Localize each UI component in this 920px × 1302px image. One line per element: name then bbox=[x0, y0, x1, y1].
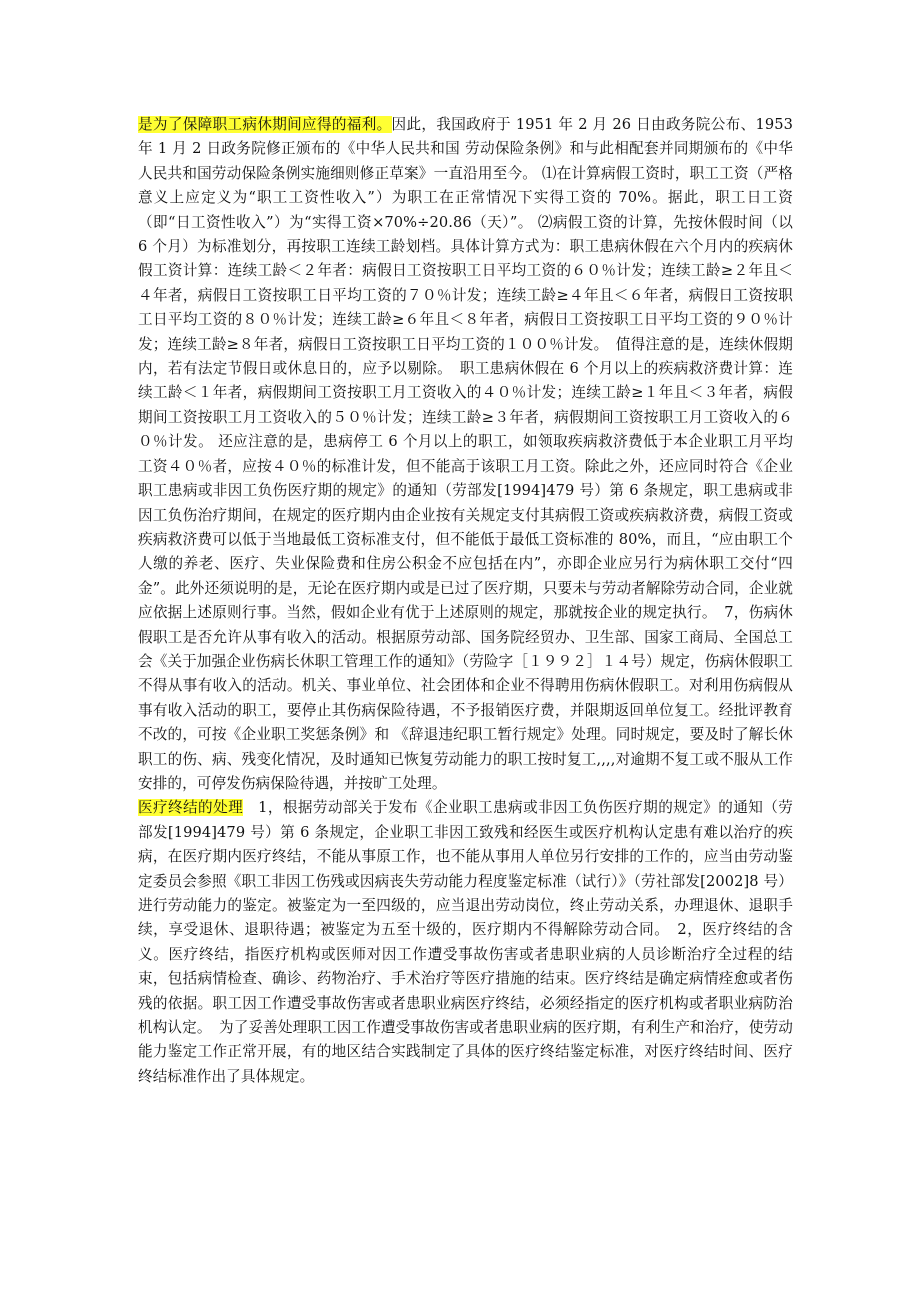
paragraph-text: 1，根据劳动部关于发布《企业职工患病或非因工负伤医疗期的规定》的通知（劳部发[1994]479 号）第 6 条规定，企业职工非因工致残和经医生或医疗机构认定患有难以治疗的疾病，在医疗期内医疗终结，不能从事原工作，也不能从事用人单位另行安排的工作的，应当由劳动鉴定委员会参照《职工非因工伤残或因病丧失劳动能力程度鉴定标准（试行）》（劳社部发[2002]8 号）进行劳动能力的鉴定。被鉴定为一至四级的，应当退出劳动岗位，终止劳动关系，办理退休、退职手续，享受退休、退职待遇；被鉴定为五至十级的，医疗期内不得解除劳动合同。 2，医疗终结的含义。医疗终结，指医疗机构或医师对因工作遭受事故伤害或者患职业病的人员诊断治疗全过程的结束，包括病情检查、确诊、药物治疗、手术治疗等医疗措施的结束。医疗终结是确定病情痊愈或者伤残的依据。职工因工作遭受事故伤害或者患职业病医疗终结，必须经指定的医疗机构或者职业病防治机构认定。 为了妥善处理职工因工作遭受事故伤害或者患职业病的医疗期，有利生产和治疗，使劳动能力鉴定工作正常开展，有的地区结合实践制定了具体的医疗终结鉴定标准，对医疗终结时间、医疗终结标准作出了具体规定。 bbox=[138, 799, 793, 1085]
highlighted-heading: 医疗终结的处理 bbox=[138, 799, 244, 817]
document-page bbox=[138, 113, 793, 1089]
highlighted-heading: 是为了保障职工病休期间应得的福利。 bbox=[138, 116, 392, 133]
paragraph-sick-leave-pay bbox=[138, 113, 793, 796]
paragraph-medical-termination bbox=[138, 796, 793, 1089]
paragraph-text: 因此，我国政府于 1951 年 2 月 26 日由政务院公布、1953 年 1 月 2 日政务院修正颁布的《中华人民共和国 劳动保险条例》和与此相配套并同期颁布的《中华人民共和国劳动保险条例实施细则修正草案》一直沿用至今。 ⑴在计算病假工资时，职工工资（严格意义上应定义为“职工工资性收入”）为职工在正常情况下实得工资的 70%。据此，职工日工资（即“日工资性收入”）为“实得工资×70%÷20.86（天）”。 ⑵病假工资的计算，先按休假时间（以 6 个月）为标准划分，再按职工连续工龄划档。具体计算方式为：职工患病休假在六个月内的疾病休假工资计算：连续工龄＜２年者：病假日工资按职工日平均工资的６０％计发；连续工龄≥２年且＜４年者，病假日工资按职工日平均工资的７０％计发；连续工龄≥４年且＜６年者，病假日工资按职工日平均工资的８０％计发；连续工龄≥６年且＜８年者，病假日工资按职工日平均工资的９０％计发；连续工龄≥８年者，病假日工资按职工日平均工资的１００％计发。 值得注意的是，连续休假期内，若有法定节假日或休息日的，应予以剔除。 职工患病休假在 6 个月以上的疾病救济费计算：连续工龄＜１年者，病假期间工资按职工月工资收入的４０％计发；连续工龄≥１年且＜３年者，病假期间工资按职工月工资收入的５０％计发；连续工龄≥３年者，病假期间工资按职工月工资收入的６０％计发。 还应注意的是，患病停工 6 个月以上的职工，如领取疾病救济费低于本企业职工月平均工资４０％者，应按４０％的标准计发，但不能高于该职工月工资。除此之外，还应同时符合《企业职工患病或非因工负伤医疗期的规定》的通知（劳部发[1994]479 号）第 6 条规定，职工患病或非因工负伤治疗期间，在规定的医疗期内由企业按有关规定支付其病假工资或疾病救济费，病假工资或疾病救济费可以低于当地最低工资标准支付，但不能低于最低工资标准的 80%，而且，“应由职工个人缴的养老、医疗、失业保险费和住房公积金不应包括在内”，亦即企业应另行为病休职工交付“四金”。此外还须说明的是，无论在医疗期内或是已过了医疗期，只要未与劳动者解除劳动合同，企业就应依据上述原则行事。当然，假如企业有优于上述原则的规定，那就按企业的规定执行。 7，伤病休假职工是否允许从事有收入的活动。根据原劳动部、国务院经贸办、卫生部、国家工商局、全国总工会《关于加强企业伤病长休职工管理工作的通知》（劳险字［１９９２］１４号）规定，伤病休假职工不得从事有收入的活动。机关、事业单位、社会团体和企业不得聘用伤病休假职工。对利用伤病假从事有收入活动的职工，要停止其伤病保险待遇，不予报销医疗费，并限期返回单位复工。经批评教育不改的，可按《企业职工奖惩条例》和 《辞退违纪职工暂行规定》处理。同时规定，要及时了解长休职工的伤、病、残变化情况，及时通知已恢复劳动能力的职工按时复工,,,,对逾期不复工或不服从工作安排的，可停发伤病保险待遇，并按旷工处理。 bbox=[138, 116, 793, 792]
